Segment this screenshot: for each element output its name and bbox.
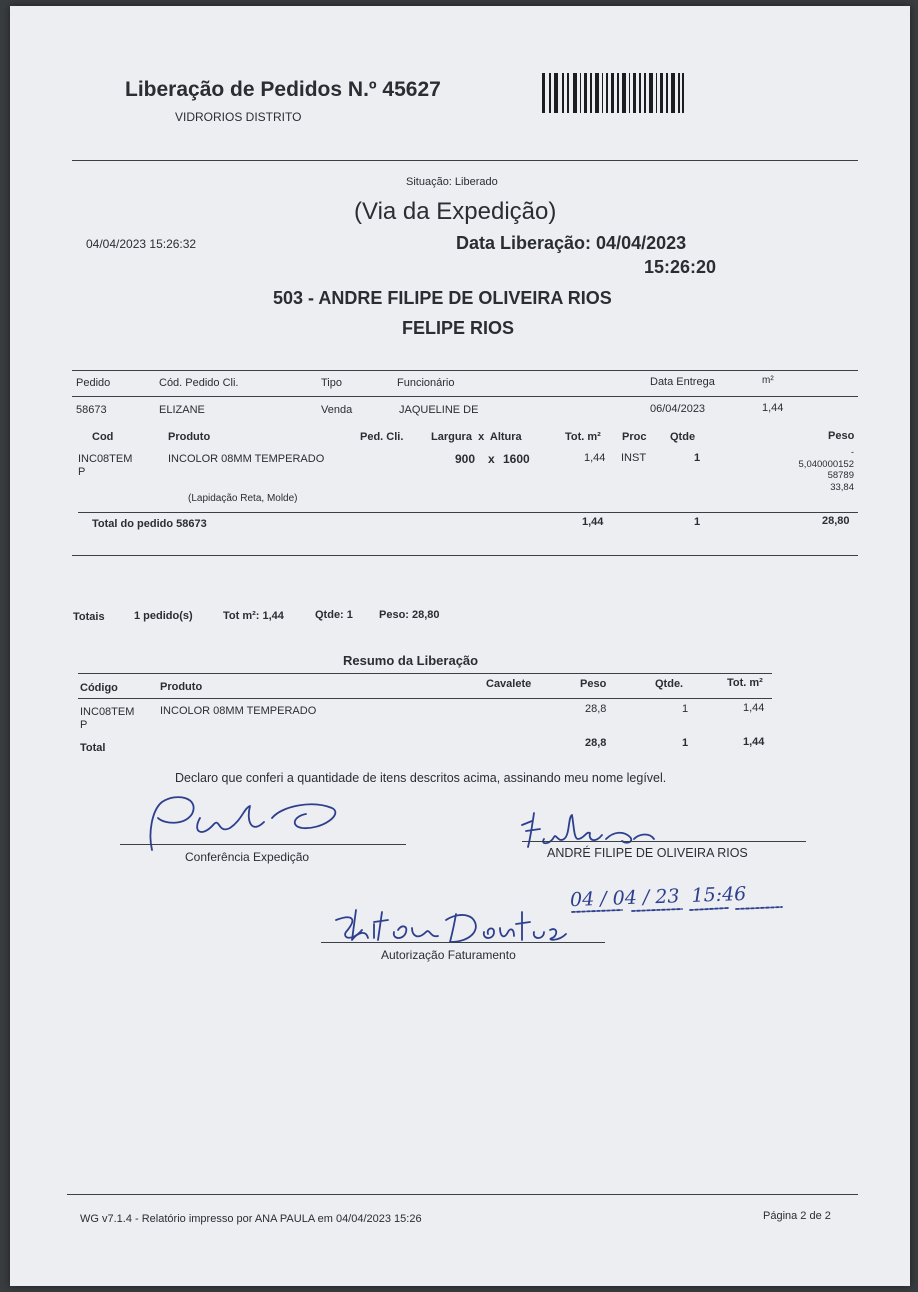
totals-pedidos: 1 pedido(s): [134, 610, 193, 622]
order-table-header-rule: [72, 396, 858, 397]
order-data-entrega: 06/04/2023: [650, 403, 706, 415]
item-header-produto: Produto: [168, 431, 211, 443]
item-peso-line3: 33,84: [830, 481, 854, 493]
totals-label: Totais: [73, 611, 105, 623]
summary-header-produto: Produto: [160, 681, 203, 693]
order-total-label: Total do pedido 58673: [92, 518, 207, 530]
print-datetime: 04/04/2023 15:26:32: [86, 237, 197, 251]
handwritten-date: 04 / 04 / 23 15:46: [569, 882, 747, 912]
document-page: [10, 6, 910, 1286]
summary-tot-m2: 1,44: [743, 702, 765, 714]
summary-header-codigo: Código: [80, 682, 118, 694]
summary-header-qtde: Qtde.: [655, 678, 684, 690]
totals-peso: Peso: 28,80: [379, 609, 440, 621]
col-header-tipo: Tipo: [321, 377, 342, 389]
order-total-peso: 28,80: [822, 515, 850, 527]
release-time: 15:26:20: [644, 257, 717, 277]
order-table-bottom-rule: [72, 555, 858, 556]
item-header-ped-cli: Ped. Cli.: [360, 431, 404, 443]
cliente-signature-line: [522, 841, 806, 842]
footer-rule: [67, 1194, 858, 1195]
order-m2: 1,44: [762, 402, 784, 414]
summary-header-cavalete: Cavalete: [486, 678, 532, 690]
item-total-rule: [78, 512, 858, 513]
autorizacao-label: Autorização Faturamento: [381, 948, 516, 962]
item-header-dimensions: Largura x Altura: [431, 431, 522, 443]
signature-autorizacao: [322, 902, 582, 952]
summary-produto: INCOLOR 08MM TEMPERADO: [160, 705, 317, 717]
item-peso-line2: 58789: [827, 470, 854, 481]
item-note: (Lapidação Reta, Molde): [188, 493, 298, 504]
totals-qtde: Qtde: 1: [315, 609, 353, 621]
summary-top-rule: [78, 673, 772, 674]
item-peso: [770, 447, 854, 493]
summary-codigo: [80, 706, 134, 732]
col-header-m2: m²: [762, 375, 774, 386]
col-header-data-entrega: Data Entrega: [650, 376, 715, 388]
summary-codigo-line1: INC08TEM: [80, 706, 135, 718]
via-title: (Via da Expedição): [354, 198, 557, 225]
signature-conferencia: [122, 788, 352, 858]
item-cod-line2: P: [78, 466, 86, 478]
totals-m2: Tot m²: 1,44: [223, 610, 284, 622]
client-name: 503 - ANDRE FILIPE DE OLIVEIRA RIOS: [273, 288, 612, 308]
footer-page-number: Página 2 de 2: [763, 1210, 831, 1222]
item-qtde: 1: [694, 452, 701, 464]
summary-total-qtde: 1: [682, 737, 689, 749]
order-total-m2: 1,44: [582, 516, 604, 528]
client-nickname: FELIPE RIOS: [402, 318, 515, 338]
cliente-label: ANDRÉ FILIPE DE OLIVEIRA RIOS: [547, 846, 748, 860]
header-rule: [72, 160, 858, 161]
item-proc: INST: [621, 452, 647, 464]
col-header-pedido: Pedido: [76, 377, 111, 389]
item-largura: 900: [455, 452, 476, 466]
declaration-text: Declaro que conferi a quantidade de itens descritos acima, assinando meu nome legível.: [175, 771, 667, 785]
item-dim-separator: x: [488, 452, 495, 466]
summary-qtde: 1: [682, 703, 689, 715]
summary-header-tot-m2: Tot. m²: [727, 677, 763, 689]
item-header-peso: Peso: [828, 430, 855, 442]
item-produto: INCOLOR 08MM TEMPERADO: [168, 453, 325, 465]
item-altura: 1600: [503, 452, 530, 466]
item-peso-dash: -: [850, 447, 854, 458]
order-cod-cli: ELIZANE: [159, 404, 205, 416]
summary-title: Resumo da Liberação: [343, 653, 479, 668]
summary-codigo-line2: P: [80, 719, 88, 731]
summary-total-label: Total: [80, 742, 106, 754]
item-header-proc: Proc: [622, 431, 647, 443]
item-header-cod: Cod: [92, 431, 114, 443]
company-name: VIDRORIOS DISTRITO: [175, 110, 302, 124]
status-text: Situação: Liberado: [406, 176, 498, 188]
summary-total-tot-m2: 1,44: [743, 736, 765, 748]
handwritten-date-underline: [570, 904, 785, 916]
item-peso-line1: 5,040000152: [798, 458, 854, 470]
item-tot-m2: 1,44: [584, 452, 606, 464]
summary-total-peso: 28,8: [585, 737, 607, 749]
autorizacao-signature-line: [321, 942, 605, 943]
col-header-cod-cli: Cód. Pedido Cli.: [159, 377, 239, 389]
conferencia-signature-line: [120, 844, 406, 845]
order-tipo: Venda: [321, 404, 353, 416]
order-pedido: 58673: [76, 404, 107, 416]
order-funcionario: JAQUELINE DE: [399, 404, 479, 416]
order-table-top-rule: [72, 370, 858, 371]
summary-header-peso: Peso: [580, 678, 607, 690]
document-title: Liberação de Pedidos N.º 45627: [125, 78, 441, 101]
conferencia-label: Conferência Expedição: [185, 850, 310, 864]
release-date: Data Liberação: 04/04/2023: [456, 233, 687, 253]
footer-left-text: WG v7.1.4 - Relatório impresso por ANA PAULA em 04/04/2023 15:26: [80, 1213, 422, 1225]
item-header-qtde: Qtde: [670, 431, 696, 443]
summary-peso: 28,8: [585, 703, 607, 715]
item-cod: [78, 453, 132, 479]
col-header-funcionario: Funcionário: [397, 377, 455, 389]
barcode: [542, 73, 684, 113]
item-header-tot-m2: Tot. m²: [565, 431, 601, 443]
summary-header-rule: [78, 698, 772, 699]
item-cod-line1: INC08TEM: [78, 453, 133, 465]
order-total-qtde: 1: [694, 516, 701, 528]
